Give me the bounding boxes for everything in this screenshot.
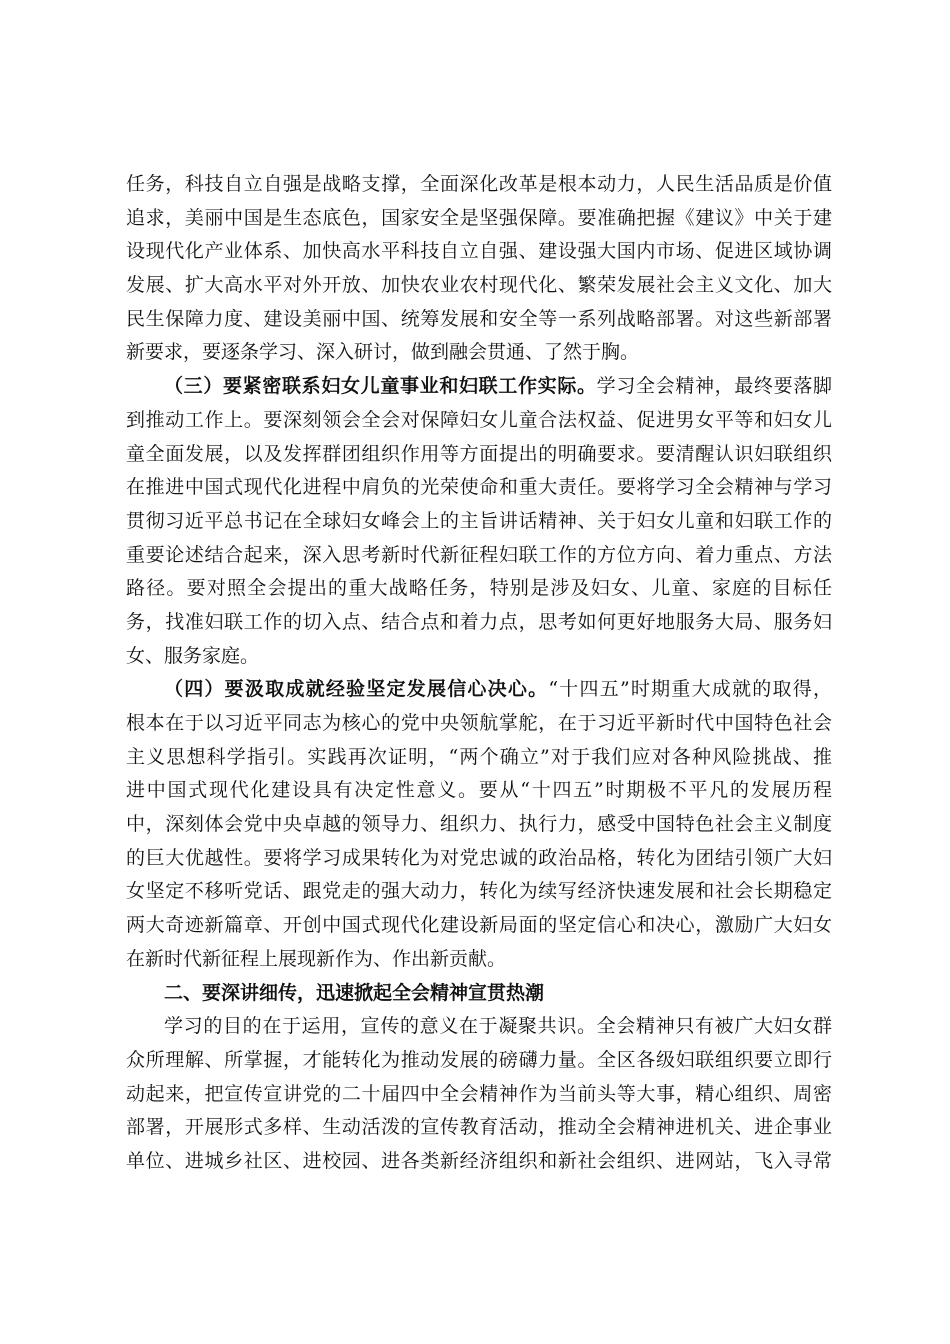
- text-line: 贯彻习近平总书记在全球妇女峰会上的主旨讲话精神、关于妇女儿童和妇联工作的: [126, 509, 832, 532]
- heading-rest: “十四五”时期重大成就的取得，: [548, 678, 832, 701]
- text-line: 众所理解、所掌握，才能转化为推动发展的磅礴力量。全区各级妇联组织要立即行: [126, 1048, 832, 1071]
- paragraph-2: [126, 370, 832, 673]
- text-line: 童全面发展，以及发挥群团组织作用等方面提出的明确要求。要清醒认识妇联组织: [126, 442, 832, 465]
- heading-rest: 学习全会精神，最终要落脚: [596, 375, 832, 398]
- text-line: 到推动工作上。要深刻领会全会对保障妇女儿童合法权益、促进男女平等和妇女儿: [126, 408, 832, 431]
- text-line: 任务，科技自立自强是战略支撑，全面深化改革是根本动力，人民生活品质是价值: [126, 173, 832, 195]
- text-line: [126, 370, 832, 404]
- text-line: 路径。要对照全会提出的重大战略任务，特别是涉及妇女、儿童、家庭的目标任: [126, 577, 832, 600]
- text-line: 重要论述结合起来，深入思考新时代新征程妇联工作的方位方向、着力重点、方法: [126, 543, 832, 566]
- paragraph-3: [126, 673, 832, 976]
- text-line: 进中国式现代化建设具有决定性意义。要从“十四五”时期极不平凡的发展历程: [126, 779, 832, 802]
- text-line: 女、服务家庭。: [126, 644, 260, 667]
- section-heading-2: [126, 977, 832, 1011]
- text-line: 务，找准妇联工作的切入点、结合点和着力点，思考如何更好地服务大局、服务妇: [126, 610, 832, 633]
- text-line: 两大奇迹新篇章、开创中国式现代化建设新局面的坚定信心和决心，激励广大妇女: [126, 914, 832, 937]
- paragraph-1: [126, 168, 832, 370]
- text-line: 单位、进城乡社区、进校园、进各类新经济组织和新社会组织、进网站，飞入寻常: [126, 1149, 832, 1172]
- text-line: [126, 673, 832, 707]
- text-line: 学习的目的在于运用，宣传的意义在于凝聚共识。全会精神只有被广大妇女群: [164, 1015, 832, 1038]
- text-line: 中，深刻体会党中央卓越的领导力、组织力、执行力，感受中国特色社会主义制度: [126, 813, 832, 836]
- section-heading: （三）要紧密联系妇女儿童事业和妇联工作实际。: [164, 375, 597, 398]
- section-heading: （四）要汲取成就经验坚定发展信心决心。: [164, 678, 549, 701]
- text-line: 设现代化产业体系、加快高水平科技自立自强、建设强大国内市场、促进区域协调: [126, 240, 832, 263]
- text-line: 发展、扩大高水平对外开放、加快农业农村现代化、繁荣发展社会主义文化、加大: [126, 274, 832, 297]
- text-line: 动起来，把宣传宣讲党的二十届四中全会精神作为当前头等大事，精心组织、周密: [126, 1082, 832, 1105]
- text-line: 根本在于以习近平同志为核心的党中央领航掌舵，在于习近平新时代中国特色社会: [126, 712, 832, 734]
- text-line: 民生保障力度、建设美丽中国、统筹发展和安全等一系列战略部署。对这些新部署: [126, 307, 832, 330]
- text-line: 在新时代新征程上展现新作为、作出新贡献。: [126, 947, 507, 970]
- document-body: [126, 168, 832, 1179]
- text-line: 的巨大优越性。要将学习成果转化为对党忠诚的政治品格，转化为团结引领广大妇: [126, 846, 832, 869]
- text-line: 女坚定不移听党话、跟党走的强大动力，转化为续写经济快速发展和社会长期稳定: [126, 880, 832, 903]
- text-line: 新要求，要逐条学习、深入研讨，做到融会贯通、了然于胸。: [126, 341, 640, 364]
- chapter-heading: 二、要深讲细传，迅速掀起全会精神宣贯热潮: [164, 981, 545, 1004]
- text-line: 主义思想科学指引。实践再次证明，“两个确立”对于我们应对各种风险挑战、推: [126, 745, 832, 768]
- text-line: 在推进中国式现代化进程中肩负的光荣使命和重大责任。要将学习全会精神与学习: [126, 476, 832, 499]
- text-line: 追求，美丽中国是生态底色，国家安全是坚强保障。要准确把握《建议》中关于建: [126, 206, 832, 229]
- text-line: 部署，开展形式多样、生动活泼的宣传教育活动，推动全会精神进机关、进企事业: [126, 1116, 832, 1139]
- paragraph-4: [126, 1010, 832, 1178]
